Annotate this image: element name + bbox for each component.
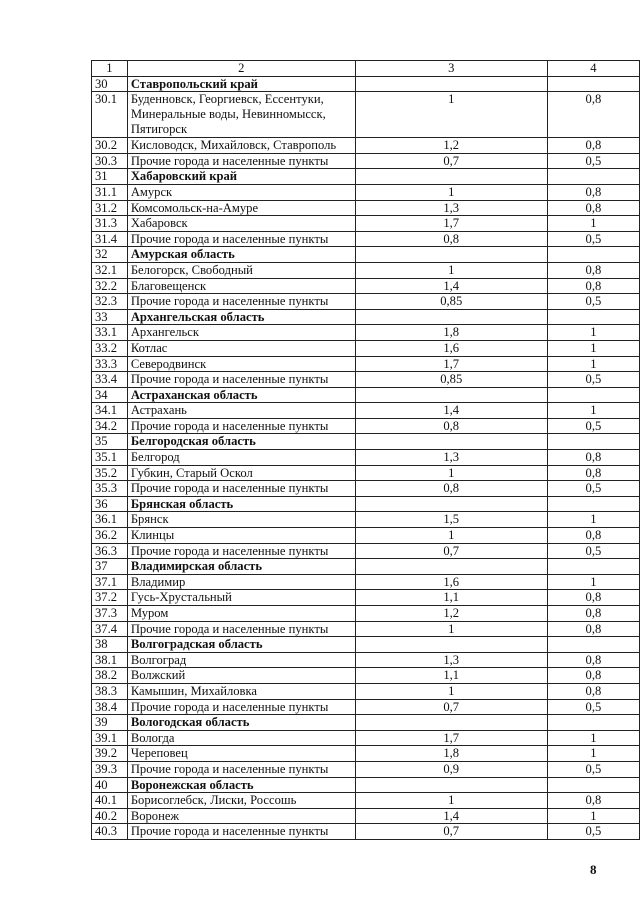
row-col-3: 1 (355, 262, 547, 278)
header-col-4: 4 (547, 61, 639, 77)
row-col-3 (355, 309, 547, 325)
table-row (92, 824, 640, 840)
table-row (92, 481, 640, 497)
row-name: Прочие города и населенные пункты (127, 418, 355, 434)
table-row (92, 138, 640, 154)
row-col-4: 0,5 (547, 294, 639, 310)
row-code: 38.1 (92, 652, 128, 668)
row-name: Вологда (127, 730, 355, 746)
row-col-3: 1,3 (355, 450, 547, 466)
row-name: Прочие города и населенные пункты (127, 372, 355, 388)
row-code: 40.1 (92, 793, 128, 809)
table-row (92, 761, 640, 777)
table-row (92, 184, 640, 200)
region-row (92, 387, 640, 403)
row-col-3: 1,7 (355, 730, 547, 746)
row-col-3: 1 (355, 184, 547, 200)
row-code: 31.3 (92, 216, 128, 232)
row-col-4: 0,8 (547, 793, 639, 809)
row-col-3: 1,6 (355, 574, 547, 590)
row-col-4: 0,5 (547, 761, 639, 777)
row-code: 34 (92, 387, 128, 403)
row-name: Архангельск (127, 325, 355, 341)
row-col-3: 0,9 (355, 761, 547, 777)
row-col-3: 0,8 (355, 231, 547, 247)
row-col-4: 1 (547, 808, 639, 824)
row-col-4 (547, 309, 639, 325)
row-name: Воронеж (127, 808, 355, 824)
header-col-3: 3 (355, 61, 547, 77)
row-code: 33.4 (92, 372, 128, 388)
row-code: 32.1 (92, 262, 128, 278)
row-name: Гусь-Хрустальный (127, 590, 355, 606)
row-col-4: 0,5 (547, 372, 639, 388)
table-row (92, 465, 640, 481)
row-code: 33.1 (92, 325, 128, 341)
row-col-4: 1 (547, 574, 639, 590)
row-name: Борисоглебск, Лиски, Россошь (127, 793, 355, 809)
row-name: Белгородская область (127, 434, 355, 450)
row-col-3 (355, 169, 547, 185)
row-col-3 (355, 777, 547, 793)
row-name: Хабаровск (127, 216, 355, 232)
row-col-4 (547, 247, 639, 263)
row-code: 31 (92, 169, 128, 185)
table-row (92, 216, 640, 232)
table-row (92, 262, 640, 278)
row-code: 37 (92, 559, 128, 575)
row-col-3: 1,2 (355, 138, 547, 154)
row-col-4: 1 (547, 325, 639, 341)
row-col-3: 1,4 (355, 278, 547, 294)
table-row (92, 356, 640, 372)
header-col-1: 1 (92, 61, 128, 77)
row-name: Владимир (127, 574, 355, 590)
row-col-3: 1,4 (355, 403, 547, 419)
table-row (92, 730, 640, 746)
row-name: Клинцы (127, 528, 355, 544)
row-name: Амурск (127, 184, 355, 200)
row-name: Архангельская область (127, 309, 355, 325)
row-col-4 (547, 777, 639, 793)
row-col-3 (355, 387, 547, 403)
row-col-4: 0,5 (547, 418, 639, 434)
row-col-3: 0,7 (355, 543, 547, 559)
row-code: 30.3 (92, 153, 128, 169)
row-col-3: 1 (355, 465, 547, 481)
row-name: Вологодская область (127, 715, 355, 731)
region-row (92, 434, 640, 450)
table-row (92, 278, 640, 294)
row-col-3: 0,8 (355, 481, 547, 497)
row-name: Губкин, Старый Оскол (127, 465, 355, 481)
row-col-4: 1 (547, 730, 639, 746)
row-col-4: 0,8 (547, 92, 639, 138)
row-col-3 (355, 247, 547, 263)
row-name: Белгород (127, 450, 355, 466)
row-name: Воронежская область (127, 777, 355, 793)
row-code: 37.2 (92, 590, 128, 606)
row-col-3: 1 (355, 621, 547, 637)
row-col-3: 1,4 (355, 808, 547, 824)
table-row (92, 231, 640, 247)
row-code: 32 (92, 247, 128, 263)
row-col-4: 0,8 (547, 621, 639, 637)
row-col-4: 1 (547, 403, 639, 419)
region-row (92, 247, 640, 263)
row-col-4: 0,8 (547, 450, 639, 466)
row-col-4 (547, 169, 639, 185)
table-row (92, 793, 640, 809)
row-code: 40.2 (92, 808, 128, 824)
row-col-4: 1 (547, 216, 639, 232)
row-col-4: 0,5 (547, 699, 639, 715)
row-col-4: 0,5 (547, 153, 639, 169)
table-row (92, 668, 640, 684)
table-row (92, 528, 640, 544)
table-body (92, 61, 640, 840)
region-row (92, 169, 640, 185)
row-col-3: 0,85 (355, 294, 547, 310)
row-code: 36.1 (92, 512, 128, 528)
header-col-2: 2 (127, 61, 355, 77)
row-name: Брянск (127, 512, 355, 528)
row-col-3 (355, 637, 547, 653)
table-row (92, 512, 640, 528)
row-col-4: 0,8 (547, 652, 639, 668)
row-code: 35.2 (92, 465, 128, 481)
row-code: 38.4 (92, 699, 128, 715)
row-code: 31.2 (92, 200, 128, 216)
table-row (92, 652, 640, 668)
table-row (92, 153, 640, 169)
row-code: 39 (92, 715, 128, 731)
row-col-3: 1,7 (355, 356, 547, 372)
row-name: Амурская область (127, 247, 355, 263)
row-col-4: 1 (547, 746, 639, 762)
region-row (92, 777, 640, 793)
row-name: Прочие города и населенные пункты (127, 153, 355, 169)
table-row (92, 574, 640, 590)
row-name: Прочие города и населенные пункты (127, 761, 355, 777)
row-col-4: 0,5 (547, 481, 639, 497)
row-name: Благовещенск (127, 278, 355, 294)
table-row (92, 294, 640, 310)
row-col-4: 0,5 (547, 824, 639, 840)
row-name: Белогорск, Свободный (127, 262, 355, 278)
table-row (92, 746, 640, 762)
page-number: 8 (590, 862, 597, 877)
row-code: 39.2 (92, 746, 128, 762)
table-row (92, 683, 640, 699)
row-col-4: 1 (547, 512, 639, 528)
row-col-3 (355, 715, 547, 731)
row-col-3 (355, 496, 547, 512)
row-col-4 (547, 76, 639, 92)
row-col-4: 0,8 (547, 278, 639, 294)
table-row (92, 621, 640, 637)
row-col-4: 1 (547, 356, 639, 372)
row-name: Владимирская область (127, 559, 355, 575)
row-name: Котлас (127, 340, 355, 356)
row-name: Волгоградская область (127, 637, 355, 653)
row-col-4 (547, 559, 639, 575)
row-col-3: 1,7 (355, 216, 547, 232)
table-header-row (92, 61, 640, 77)
row-col-3: 1 (355, 793, 547, 809)
row-name: Прочие города и населенные пункты (127, 543, 355, 559)
row-name: Ставропольский край (127, 76, 355, 92)
row-name: Череповец (127, 746, 355, 762)
row-col-3: 0,85 (355, 372, 547, 388)
row-col-4: 0,5 (547, 231, 639, 247)
row-col-3: 1,1 (355, 590, 547, 606)
row-col-4: 1 (547, 340, 639, 356)
row-name: Буденновск, Георгиевск, Ессентуки, Минеральные воды, Невинномысск, Пятигорск (127, 92, 355, 138)
table-row (92, 450, 640, 466)
row-code: 36 (92, 496, 128, 512)
table-row (92, 372, 640, 388)
row-code: 36.2 (92, 528, 128, 544)
row-code: 31.4 (92, 231, 128, 247)
row-col-3: 1,8 (355, 746, 547, 762)
region-row (92, 309, 640, 325)
row-code: 31.1 (92, 184, 128, 200)
row-code: 39.3 (92, 761, 128, 777)
row-col-4: 0,8 (547, 200, 639, 216)
row-col-3: 1 (355, 92, 547, 138)
row-name: Кисловодск, Михайловск, Ставрополь (127, 138, 355, 154)
row-col-4 (547, 496, 639, 512)
row-col-4 (547, 715, 639, 731)
row-name: Прочие города и населенные пункты (127, 481, 355, 497)
row-code: 34.1 (92, 403, 128, 419)
row-code: 40.3 (92, 824, 128, 840)
row-name: Прочие города и населенные пункты (127, 824, 355, 840)
row-col-3: 1,6 (355, 340, 547, 356)
row-col-4: 0,8 (547, 528, 639, 544)
row-code: 33.3 (92, 356, 128, 372)
table-row (92, 325, 640, 341)
table-row (92, 606, 640, 622)
row-code: 33.2 (92, 340, 128, 356)
row-code: 38.3 (92, 683, 128, 699)
row-col-4 (547, 637, 639, 653)
row-col-3: 1 (355, 683, 547, 699)
row-name: Хабаровский край (127, 169, 355, 185)
row-col-4: 0,8 (547, 590, 639, 606)
row-col-3: 0,7 (355, 699, 547, 715)
row-code: 35.1 (92, 450, 128, 466)
row-name: Волгоград (127, 652, 355, 668)
region-row (92, 559, 640, 575)
region-row (92, 637, 640, 653)
row-name: Астрахань (127, 403, 355, 419)
row-col-3: 1,5 (355, 512, 547, 528)
coefficient-table (91, 60, 640, 840)
row-name: Прочие города и населенные пункты (127, 699, 355, 715)
table-row (92, 340, 640, 356)
row-col-3: 1,3 (355, 200, 547, 216)
row-col-4 (547, 434, 639, 450)
row-col-3: 1 (355, 528, 547, 544)
region-row (92, 715, 640, 731)
row-col-3: 1,1 (355, 668, 547, 684)
table-row (92, 418, 640, 434)
row-code: 37.4 (92, 621, 128, 637)
row-col-4: 0,8 (547, 683, 639, 699)
row-name: Комсомольск-на-Амуре (127, 200, 355, 216)
table-row (92, 543, 640, 559)
row-code: 32.3 (92, 294, 128, 310)
row-col-4: 0,8 (547, 606, 639, 622)
row-code: 34.2 (92, 418, 128, 434)
row-col-4: 0,8 (547, 138, 639, 154)
row-col-3 (355, 559, 547, 575)
row-col-4: 0,5 (547, 543, 639, 559)
row-code: 38.2 (92, 668, 128, 684)
row-col-3: 1,2 (355, 606, 547, 622)
row-col-4: 0,8 (547, 465, 639, 481)
row-code: 38 (92, 637, 128, 653)
row-col-4: 0,8 (547, 668, 639, 684)
row-code: 30.2 (92, 138, 128, 154)
row-code: 35.3 (92, 481, 128, 497)
table-row (92, 808, 640, 824)
row-col-3: 0,7 (355, 824, 547, 840)
table-row (92, 92, 640, 138)
row-name: Прочие города и населенные пункты (127, 231, 355, 247)
row-code: 39.1 (92, 730, 128, 746)
table-row (92, 403, 640, 419)
row-col-3: 0,8 (355, 418, 547, 434)
row-name: Прочие города и населенные пункты (127, 294, 355, 310)
row-code: 37.1 (92, 574, 128, 590)
row-col-3: 0,7 (355, 153, 547, 169)
row-code: 37.3 (92, 606, 128, 622)
row-col-3: 1,8 (355, 325, 547, 341)
table-row (92, 590, 640, 606)
row-name: Прочие города и населенные пункты (127, 621, 355, 637)
row-name: Камышин, Михайловка (127, 683, 355, 699)
row-col-4: 0,8 (547, 262, 639, 278)
row-col-3 (355, 434, 547, 450)
row-code: 40 (92, 777, 128, 793)
region-row (92, 496, 640, 512)
row-code: 30.1 (92, 92, 128, 138)
row-code: 33 (92, 309, 128, 325)
row-code: 32.2 (92, 278, 128, 294)
row-col-4 (547, 387, 639, 403)
row-col-3: 1,3 (355, 652, 547, 668)
row-code: 30 (92, 76, 128, 92)
row-col-4: 0,8 (547, 184, 639, 200)
table-row (92, 699, 640, 715)
row-name: Брянская область (127, 496, 355, 512)
region-row (92, 76, 640, 92)
row-name: Северодвинск (127, 356, 355, 372)
row-col-3 (355, 76, 547, 92)
table-row (92, 200, 640, 216)
row-name: Муром (127, 606, 355, 622)
row-name: Астраханская область (127, 387, 355, 403)
row-code: 35 (92, 434, 128, 450)
row-code: 36.3 (92, 543, 128, 559)
row-name: Волжский (127, 668, 355, 684)
